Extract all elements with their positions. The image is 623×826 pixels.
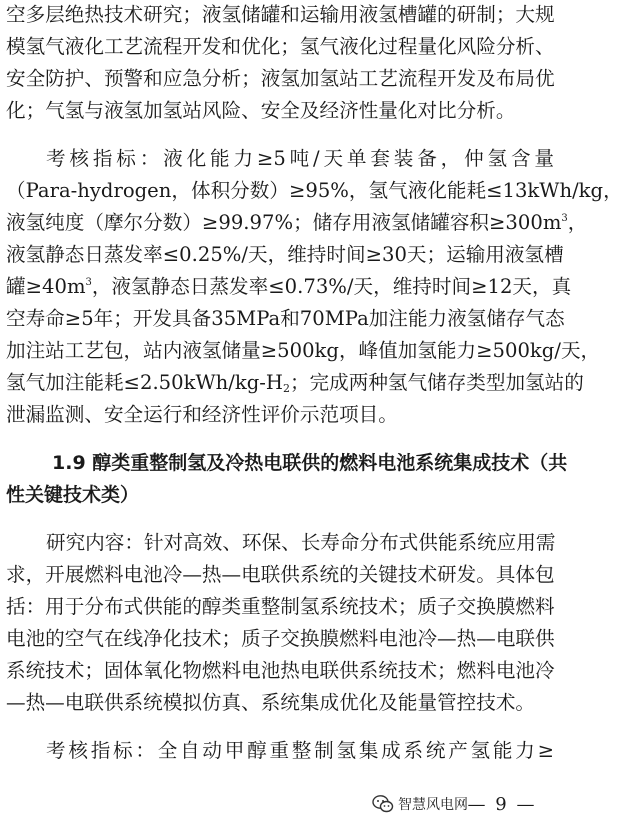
page-number: — 9 — [467,794,537,815]
text-fragment: ；完成两种氢气储存类型加氢站的 [289,371,584,394]
text-line: 液氢静态日蒸发率≤0.25%/天，维持时间≥30天；运输用液氢槽 [6,243,564,266]
text-line [6,274,572,300]
watermark-text: 智慧风电网 [398,797,468,813]
wechat-icon [372,794,394,814]
page-footer [0,790,560,826]
text-line: 电池的空气在线净化技术；质子交换膜燃料电池冷—热—电联供 [6,627,555,650]
text-line: 模氢气液化工艺流程开发和优化；氢气液化过程量化风险分析、 [6,35,555,58]
text-line: 化；气氢与液氢加氢站风险、安全及经济性量化对比分析。 [6,99,516,122]
text-line: 加注站工艺包，站内液氢储量≥500kg，峰值加氢能力≥500kg/天， [6,339,601,362]
text-line [6,370,584,396]
text-line: 空多层绝热技术研究；液氢储罐和运输用液氢槽罐的研制；大规 [6,3,555,26]
text-line: 考核指标：液化能力≥5吨/天单套装备，仲氢含量 [46,147,554,170]
text-line: 括：用于分布式供能的醇类重整制氢系统技术；质子交换膜燃料 [6,595,555,618]
text-fragment: ，液氢静态日蒸发率≤0.73%/天，维持时间≥12天，真 [91,275,572,298]
text-line: 研究内容：针对高效、环保、长寿命分布式供能系统应用需 [46,531,556,554]
text-line: 泄漏监测、安全运行和经济性评价示范项目。 [6,403,398,426]
text-line: 系统技术；固体氧化物燃料电池热电联供系统技术；燃料电池冷 [6,659,555,682]
text-fragment: 液氢纯度（摩尔分数）≥99.97%；储存用液氢储罐容积≥300m [6,211,562,234]
subscript: 2 [282,382,290,395]
text-line: 安全防护、预警和应急分析；液氢加氢站工艺流程开发及布局优 [6,67,555,90]
superscript: 3 [561,213,568,224]
superscript: 3 [85,277,92,288]
text-line: 求，开展燃料电池冷—热—电联供系统的关键技术研发。具体包 [6,563,555,586]
section-heading: 1.9 醇类重整制氢及冷热电联供的燃料电池系统集成技术（共 [52,452,568,474]
text-line: 考核指标：全自动甲醇重整制氢集成系统产氢能力≥ [46,739,554,762]
text-fragment: ， [567,211,588,234]
text-line: 空寿命≥5年；开发具备35MPa和70MPa加注能力液氢储存气态 [6,307,565,330]
text-line [6,210,588,236]
section-heading: 性关键技术类） [6,484,140,506]
text-line: （Para-hydrogen，体积分数）≥95%，氢气液化能耗≤13kWh/kg， [6,179,623,202]
text-fragment: 氢气加注能耗≤2.50kWh/kg-H [6,371,283,394]
text-fragment: 罐≥40m [6,275,86,298]
text-line: —热—电联供系统模拟仿真、系统集成优化及能量管控技术。 [6,691,536,714]
